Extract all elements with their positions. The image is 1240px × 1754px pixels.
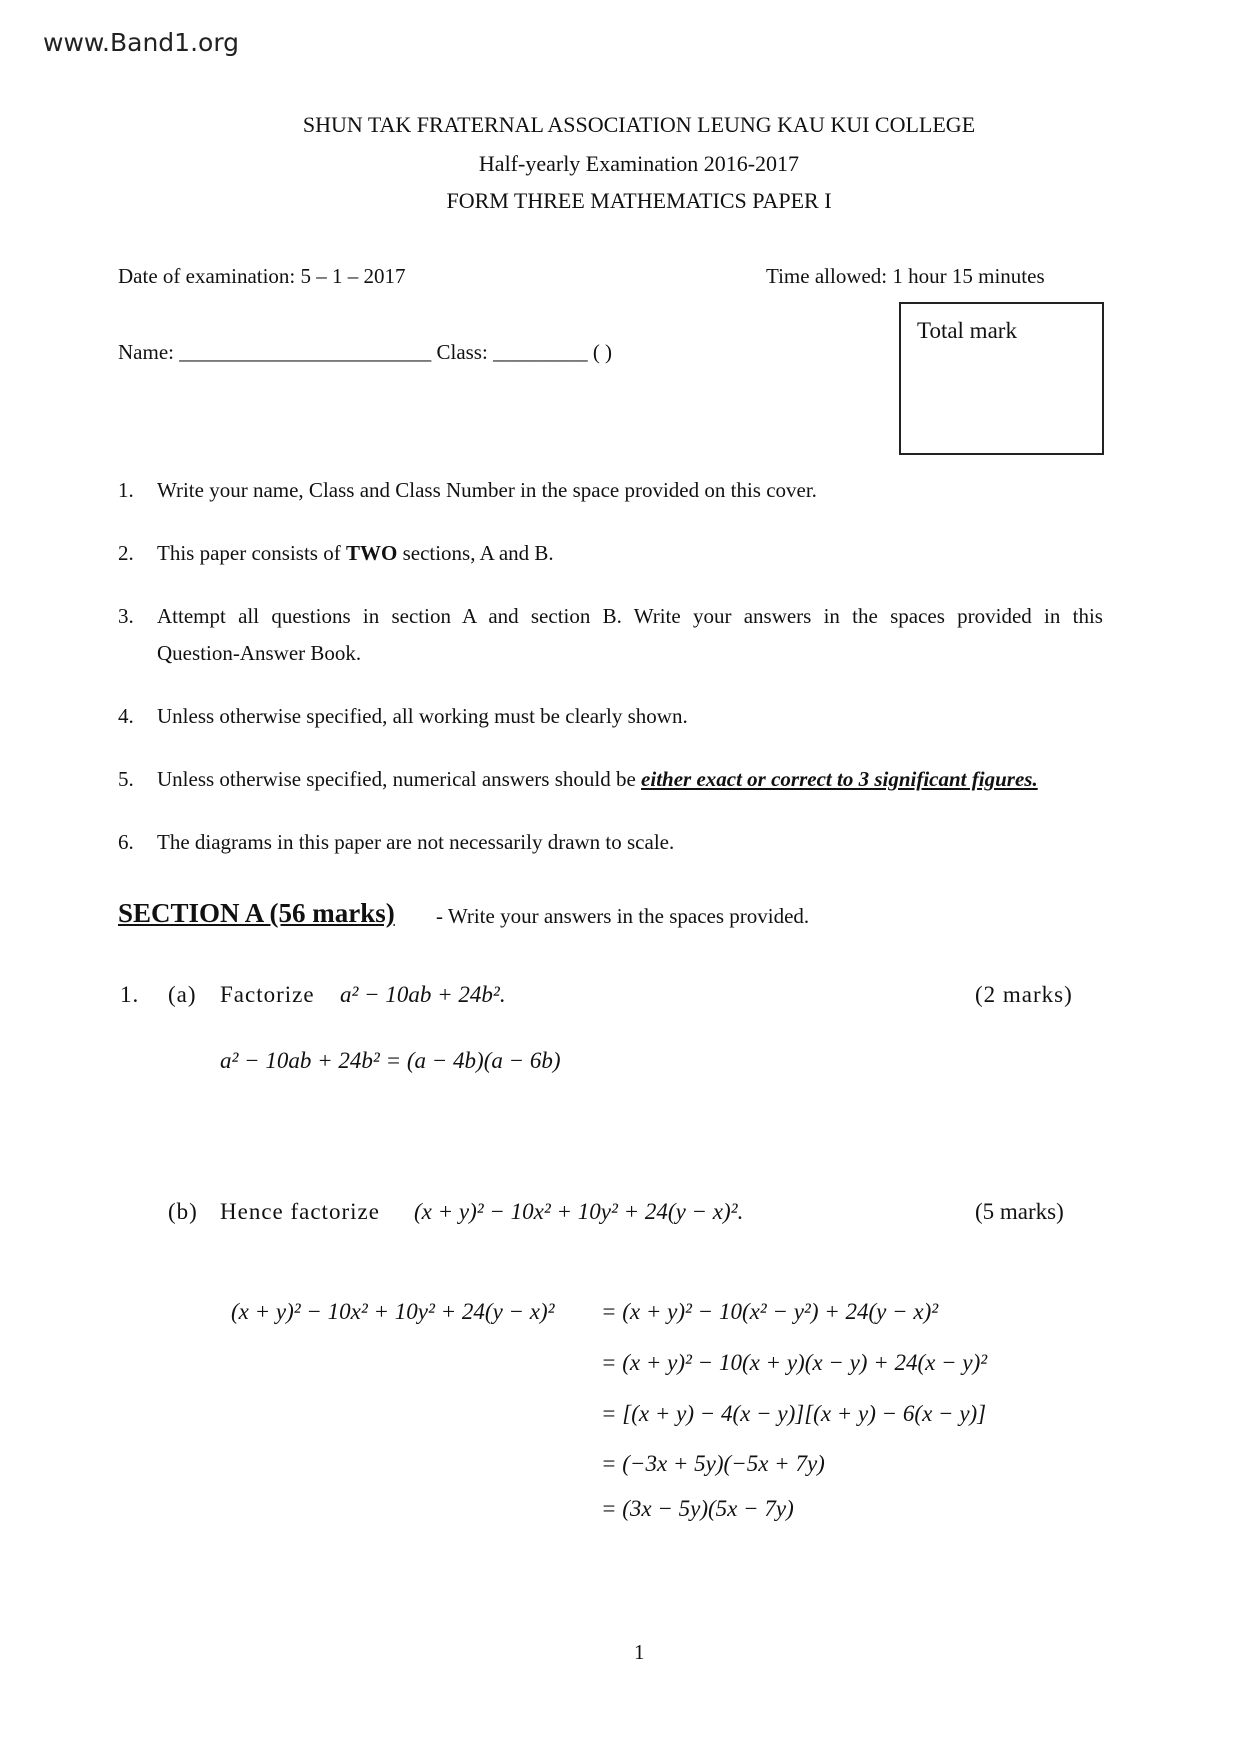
part-b-expression: (x + y)² − 10x² + 10y² + 24(y − x)². [414, 1199, 744, 1224]
total-mark-box [899, 302, 1104, 455]
exam-title: Half-yearly Examination 2016-2017 [478, 151, 800, 176]
part-a-answer: a² − 10ab + 24b² = (a − 4b)(a − 6b) [220, 1048, 561, 1073]
instruction-text: Write your name, Class and Class Number in the space provided on this cover. [157, 478, 817, 502]
part-b-marks: (5 marks) [975, 1199, 1064, 1224]
instruction-number: 4. [118, 704, 134, 728]
part-a-label: (a) [168, 982, 197, 1007]
instruction-number: 6. [118, 830, 134, 854]
part-a-expression: a² − 10ab + 24b². [340, 982, 506, 1007]
watermark: www.Band1.org [43, 28, 240, 57]
working-step: = (x + y)² − 10(x + y)(x − y) + 24(x − y)² [601, 1350, 988, 1375]
instruction-text: Attempt all questions in section A and section B. Write your answers in the spaces provided in this [157, 604, 1103, 628]
working-step: = (x + y)² − 10(x² − y²) + 24(y − x)² [601, 1299, 939, 1324]
time-allowed: Time allowed: 1 hour 15 minutes [766, 264, 1045, 288]
page-number: 1 [634, 1640, 645, 1664]
question-number: 1. [120, 982, 140, 1007]
instruction-number: 5. [118, 767, 134, 791]
instruction-number: 1. [118, 478, 134, 502]
working-step: = (−3x + 5y)(−5x + 7y) [601, 1451, 825, 1476]
instruction-text: Question-Answer Book. [157, 641, 362, 665]
paper-title: FORM THREE MATHEMATICS PAPER I [446, 188, 832, 213]
name-class-field[interactable]: Name: ________________________ Class: _________ ( ) [118, 340, 613, 364]
part-a-text: Factorize [220, 982, 315, 1007]
section-description: - Write your answers in the spaces provided. [436, 904, 810, 928]
part-b-text: Hence factorize [220, 1199, 380, 1224]
instruction-text: Unless otherwise specified, numerical answers should be either exact or correct to 3 significant figures. [157, 767, 1038, 791]
total-mark-label: Total mark [917, 318, 1017, 343]
part-b-label: (b) [168, 1199, 198, 1224]
working-step: = [(x + y) − 4(x − y)][(x + y) − 6(x − y)] [601, 1401, 987, 1426]
instruction-text: The diagrams in this paper are not necessarily drawn to scale. [157, 830, 675, 854]
exam-date: Date of examination: 5 – 1 – 2017 [118, 264, 406, 288]
instruction-text: Unless otherwise specified, all working must be clearly shown. [157, 704, 688, 728]
school-name: SHUN TAK FRATERNAL ASSOCIATION LEUNG KAU KUI COLLEGE [302, 112, 976, 137]
part-b-lhs: (x + y)² − 10x² + 10y² + 24(y − x)² [231, 1299, 555, 1324]
instruction-text: This paper consists of TWO sections, A and B. [157, 541, 554, 565]
part-a-marks: (2 marks) [975, 982, 1073, 1007]
instruction-number: 3. [118, 604, 134, 628]
instruction-number: 2. [118, 541, 134, 565]
working-step: = (3x − 5y)(5x − 7y) [601, 1496, 794, 1521]
section-title: SECTION A (56 marks) [118, 898, 395, 928]
